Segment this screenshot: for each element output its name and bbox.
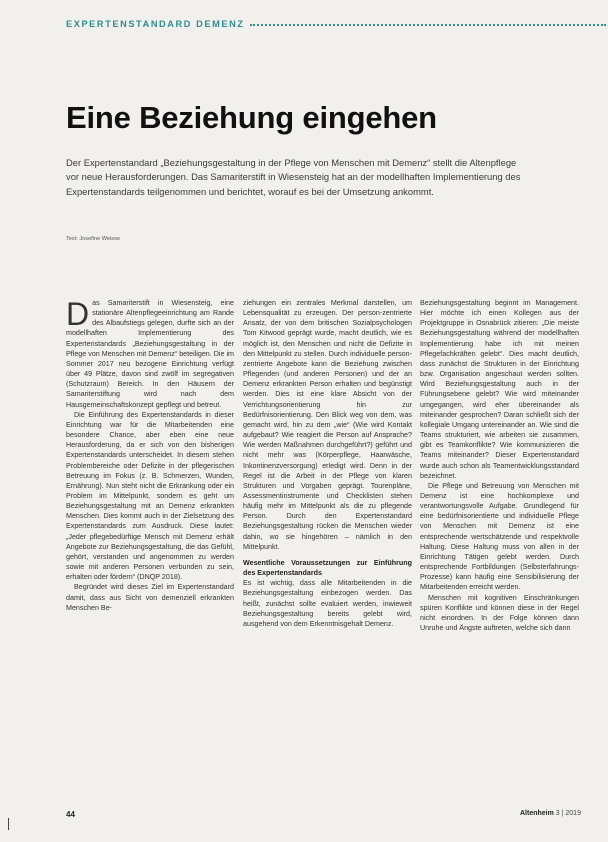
paragraph: ziehungen ein zentrales Merkmal darstellen, um Lebensqualität zu erzeugen. Der person-zentrierte Ansatz, der von dem britischen Sozialpsychologen Tom Kitwood geprägt wurde, macht deutlich, wie es möglich ist, den Menschen und nicht die Defizite in den Mittelpunkt zu stellen. Durch individuelle person-zentrierte Angebote kann die Beziehung zwischen Pflegenden (und anderen Personen) und der an Demenz erkrankten Person erhalten und begünstigt werden. Dies ist eine klare Absicht von der Verrichtungsorientierung hin zur Bedürfnisorientierung. Den Blick weg von dem, was gemacht wird, hin zu dem „wie“ (Wie wird Kontakt aufgebaut? Wie reagiert die Person auf Ansprache? Wie werden Maßnahmen durchgeführt?) geführt und nicht mehr was (Körperpflege, Haarwäsche, Inkontinenzversorgung) erledigt wird. Denn in der Regel ist die Arbeit in der Pflege von klaren Strukturen und Vorgaben geprägt. Tourenpläne, Assessmentinstrumente und Checklisten stehen häufig mehr im Mittelpunkt als die zu pflegende Person. Durch den Expertenstandard Beziehungsgestaltung rücken die Menschen wieder dahin, wo sie hingehören – nämlich in den Mittelpunkt. — [243, 299, 412, 551]
paragraph: Die Pflege und Betreuung von Menschen mit Demenz ist eine hochkomplexe und verantwortungsvolle Aufgabe. Grundlegend für eine bedürfnisorientierte und individuelle Pflege von Menschen mit Demenz ist eine entsprechende wertschätzende und respektvolle Haltung. Diese Haltung muss von allen in der Einrichtung Tätigen gelebt werden. Durch entsprechende Fortbildungen (Selbsterfahrungs-Prozesse) kann häufig eine Sensibilisierung der Mitarbeitenden erreicht werden. — [420, 481, 579, 592]
magazine-name: Altenheim — [520, 810, 554, 817]
text-column-3 — [420, 298, 579, 633]
paragraph: Die Einführung des Expertenstandards in dieser Einrichtung war für die Mitarbeitenden eine besondere Chance, aber eben eine neue Herausforderung, da er sich von den bisherigen Expertenstandards unterscheidet. In diesem stehen Problembereiche oder Defizite in der pflegerischen Betreuung im Fokus (z. B. Schmerzen, Wunden, Ernährung). Nun steht nicht die Erkrankung oder ein Problem im Mittelpunkt, sondern es geht um Beziehungsgestaltung mit an Demenz erkrankten Menschen. Dies kommt auch in der Zielsetzung des Expertenstandards zum Ausdruck. Diese lautet: „Jeder pflegebedürftige Mensch mit Demenz erhält Angebote zur Beziehungsgestaltung, die das Gefühl, gehört, verstanden und angenommen zu werden sowie mit anderen Personen verbunden zu sein, erhalten oder fördern“ (DNQP 2018). — [66, 410, 234, 582]
magazine-issue: 3 | 2019 — [555, 810, 581, 817]
article-byline: Text: Josefine Weisse — [66, 236, 120, 242]
magazine-footer — [520, 810, 581, 817]
page-edge-mark — [8, 818, 9, 830]
paragraph: Menschen mit kognitiven Einschränkungen spüren Konflikte und können diese in der Regel nicht einordnen. In der Folge können dann Unruhe und Ängste auftreten, welche sich dann — [420, 593, 579, 632]
paragraph-text: as Samariterstift in Wiesensteig, eine stationäre Altenpflegeeinrichtung am Rande des Albaufstiegs gelegen, durfte sich an der modellhaften Implementierung des Expertenstandards „Beziehungsgestaltung in der Pflege von Menschen mit Demenz“ beteiligen. Die im Sommer 2017 neu bezogene Einrichtung verfügt über 49 Plätze, davon sind zwölf im segregativen (Schutzraum) Bereich. In den Häusern der Samariterstiftung wird nach dem Hausgemeinschaftskonzept gepflegt und betreut. — [66, 299, 234, 409]
paragraph: Es ist wichtig, dass alle Mitarbeitenden in die Beziehungsgestaltung einbezogen werden. Das heißt, zunächst sollte evaluiert werden, inwieweit Beziehungsgestaltung bereits gelebt wird, ausgehend von dem Erkenntnisgehalt Demenz. — [243, 579, 412, 628]
article-title: Eine Beziehung eingehen — [66, 100, 437, 135]
page-number: 44 — [66, 810, 75, 819]
paragraph — [66, 298, 234, 410]
section-rubric — [66, 16, 606, 32]
paragraph: Begründet wird dieses Ziel im Expertenstandard damit, dass aus Sicht von demenziell erkrankten Menschen Be- — [66, 583, 234, 612]
text-column-2 — [243, 298, 412, 629]
text-column-1 — [66, 298, 234, 613]
article-lead: Der Expertenstandard „Beziehungsgestaltung in der Pflege von Menschen mit Demenz“ stellt die Altenpflege vor neue Herausforderungen. Das Samariterstift in Wiesensteig hat an der modellhaften Implementierung des Expertenstandards teilgenommen und berichtet, worauf es bei der Umsetzung ankommt. — [66, 157, 521, 197]
paragraph: Beziehungsgestaltung beginnt im Management. Hier möchte ich einen Kollegen aus der Projektgruppe in Osnabrück zitieren: „Die meiste Beziehungsgestaltung während der modellhaften Implementierung habe ich mit meinen Pflegefachkräften gelebt“. Dies macht deutlich, dass zunächst die Strukturen in der Einrichtung bzw. Organisation angeschaut werden sollten. Wird Beziehungsgestaltung auch in der Führungsebene gelebt? Wie wird miteinander umgegangen, wird eher übereinander als miteinander gesprochen? Daran schließt sich der kollegiale Umgang untereinander an. Wie sind die Teams strukturiert, wie arbeiten sie zusammen, gibt es Teamkonflikte? Wie kommunizieren die Teams miteinander? Dieser Expertenstandard wurde auch schon als Teamentwicklungsstandard bezeichnet. — [420, 299, 579, 480]
drop-cap: D — [66, 296, 90, 332]
section-subheading: Wesentliche Voraussetzungen zur Einführung des Expertenstandards — [243, 558, 412, 578]
rubric-dotted-line — [250, 24, 606, 26]
rubric-label: EXPERTENSTANDARD DEMENZ — [66, 19, 245, 29]
